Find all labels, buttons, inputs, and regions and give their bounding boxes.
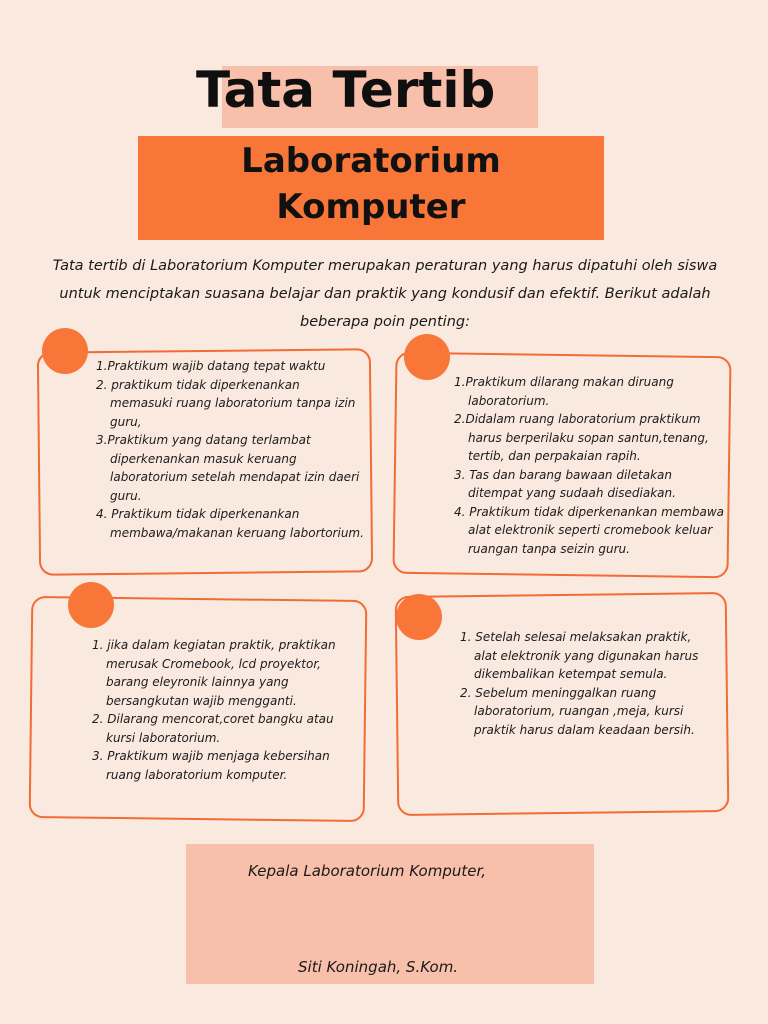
card-3-dot xyxy=(68,582,114,628)
page-title: Tata Tertib xyxy=(196,61,496,119)
rule-item: 3. Tas dan barang bawaan diletakan ditempat yang sudaah disediakan. xyxy=(454,467,676,500)
rules-list-2 xyxy=(454,373,724,558)
rule-item: 1. jika dalam kegiatan praktik, praktikan merusak Cromebook, lcd proyektor, barang eleyronik lainnya yang bersangkutan wajib mengganti. xyxy=(92,638,336,708)
rule-item: 3.Praktikum yang datang terlambat diperkenankan masuk keruang laboratorium setelah mendapat izin daeri guru. xyxy=(96,433,360,503)
rule-item: 3. Praktikum wajib menjaga kebersihan ruang laboratorium komputer. xyxy=(92,749,330,782)
subtitle-line-1: Laboratorium xyxy=(241,141,501,181)
rule-item: 2. Sebelum meninggalkan ruang laboratorium, ruangan ,meja, kursi praktik harus dalam keadaan bersih. xyxy=(460,685,695,737)
rule-item: 1. Setelah selesai melaksakan praktik, alat elektronik yang digunakan harus dikembalikan ketempat semula. xyxy=(460,630,699,681)
rule-item: 4. Praktikum tidak diperkenankan membawa alat elektronik seperti cromebook keluar ruangan tanpa seizin guru. xyxy=(454,504,725,556)
card-1-dot xyxy=(42,328,88,374)
page-subtitle xyxy=(138,138,604,230)
rule-item: 2.Didalam ruang laboratorium praktikum harus berperilaku sopan santun,tenang, tertib, dan perpakaian rapih. xyxy=(454,412,709,463)
rule-item: 1.Praktikum wajib datang tepat waktu xyxy=(96,359,326,373)
intro-paragraph: Tata tertib di Laboratorium Komputer merupakan peraturan yang harus dipatuhi oleh siswa untuk menciptakan suasana belajar dan praktik yang kondusif dan efektif. Berikut adalah beberapa poin penting: xyxy=(52,258,718,330)
card-2-dot xyxy=(404,334,450,380)
signature-name: Siti Koningah, S.Kom. xyxy=(298,958,459,976)
rules-list-1 xyxy=(96,357,364,542)
rule-item: 4. Praktikum tidak diperkenankan membawa/makanan keruang labortorium. xyxy=(96,507,364,540)
rules-list-3 xyxy=(92,636,352,784)
signature-title: Kepala Laboratorium Komputer, xyxy=(248,862,487,880)
rule-item: 1.Praktikum dilarang makan diruang laboratorium. xyxy=(454,375,674,408)
subtitle-line-2: Komputer xyxy=(276,187,466,227)
card-4-dot xyxy=(396,594,442,640)
rule-item: 2. praktikum tidak diperkenankan memasuki ruang laboratorium tanpa izin guru, xyxy=(96,377,356,429)
rule-item: 2. Dilarang mencorat,coret bangku atau kursi laboratorium. xyxy=(92,712,334,745)
rules-list-4 xyxy=(460,628,710,739)
